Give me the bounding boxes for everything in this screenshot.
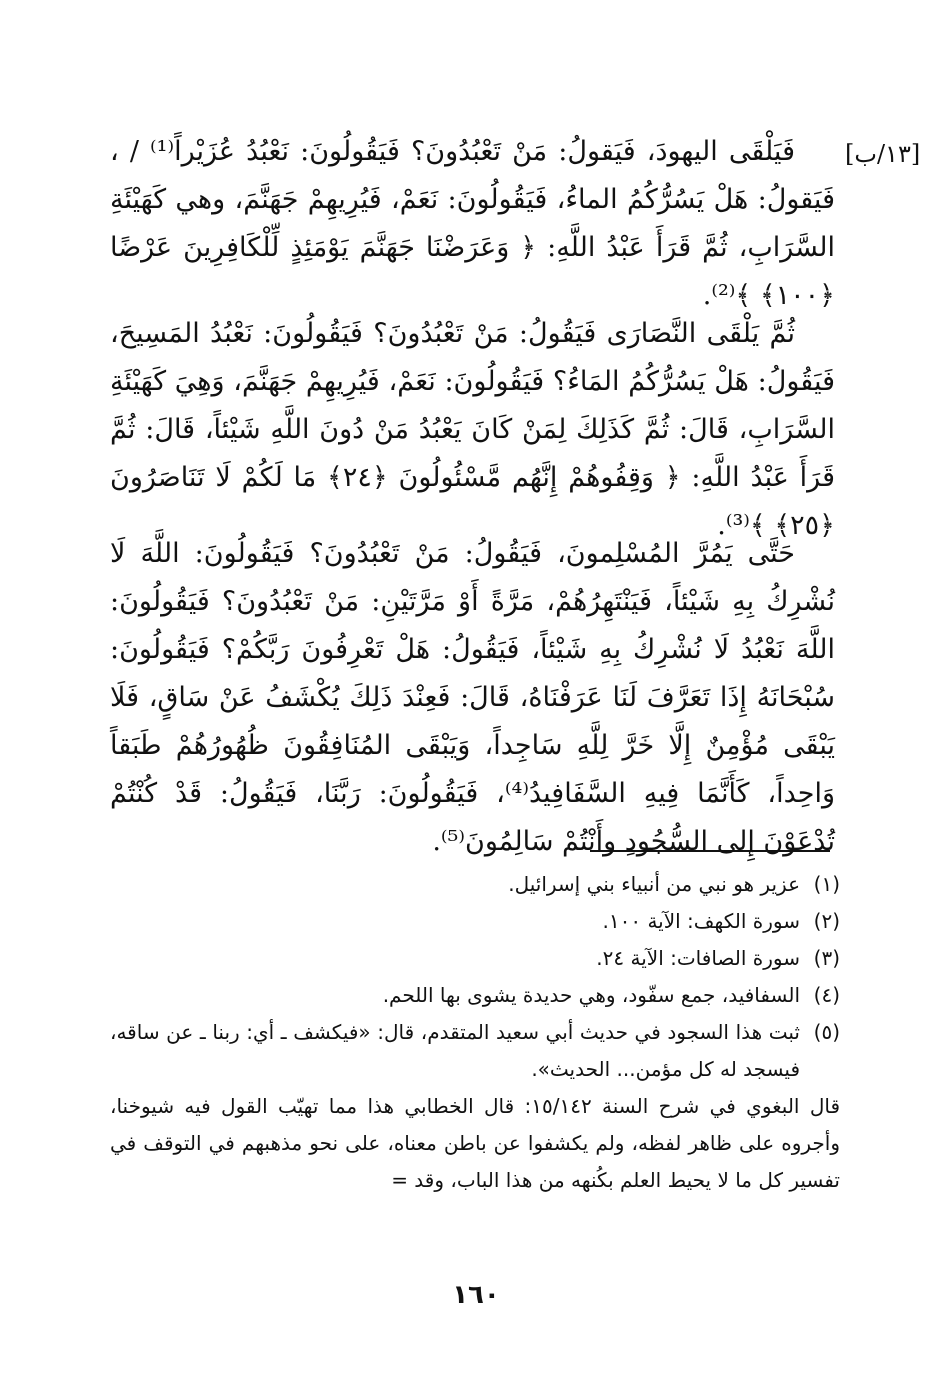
footnote-text: سورة الكهف: الآية ١٠٠.	[602, 909, 800, 933]
footnote-5	[110, 1014, 840, 1088]
footnote-2	[110, 903, 840, 940]
footnote-divider	[590, 850, 830, 852]
paragraph-text: ثُمَّ يَلْقَى النَّصَارَى فَيَقُولُ: مَنْ تَعْبُدُونَ؟ فَيَقُولُونَ: نَعْبُدُ المَسِيحَ، فَيَقُولُ: هَلْ يَسُرُّكُمُ المَاءُ؟ فَيَقُولُونَ: نَعَمْ، فَيُرِيهِمْ جَهَنَّمَ، وَهِيَ كَهَيْئَةِ السَّرَابِ، قَالَ: ثُمَّ كَذَلِكَ لِمَنْ كَانَ يَعْبُدُ مَنْ دُونَ اللَّهِ شَيْئاً، قَالَ: ثُمَّ قَرَأَ عَبْدُ اللَّهِ: ﴿ وَقِفُوهُمْ إِنَّهُم مَّسْئُولُونَ ﴿٢٤﴾ مَا لَكُمْ لَا تَنَاصَرُونَ ﴿٢٥﴾ ﴾⁽³⁾.	[110, 318, 835, 541]
footnote-number: (٤)	[813, 983, 840, 1007]
footnote-number: (٢)	[813, 909, 840, 933]
paragraph-text: حَتَّى يَمُرَّ المُسْلِمونَ، فَيَقُولُ: مَنْ تَعْبُدُونَ؟ فَيَقُولُونَ: اللَّهَ لَا نُشْرِكُ بِهِ شَيْئاً، فَيَنْتَهِرُهُمْ، مَرَّةً أَوْ مَرَّتَيْنِ: مَنْ تَعْبُدُونَ؟ فَيَقُولُونَ: اللَّهَ نَعْبُدُ لَا نُشْرِكُ بِهِ شَيْئاً، فَيَقُولُ: هَلْ تَعْرِفُونَ رَبَّكُمْ؟ فَيَقُولُونَ: سُبْحَانَهُ إِذَا تَعَرَّفَ لَنَا عَرَفْنَاهُ، قَالَ: فَعِنْدَ ذَلِكَ يُكْشَفُ عَنْ سَاقٍ، فَلَا يَبْقَى مُؤْمِنٌ إِلَّا خَرَّ لِلَّهِ سَاجِداً، وَيَبْقَى المُنَافِقُونَ ظُهُورُهُمْ طَبَقاً وَاحِداً، كَأَنَّمَا فِيهِ السَّفَافِيدُ⁽⁴⁾، فَيَقُولُونَ: رَبَّنَا، فَيَقُولُ: قَدْ كُنْتُمْ تُدْعَوْنَ إِلى السُّجُودِ وأَنْتُمْ سَالِمُونَ⁽⁵⁾.	[110, 538, 835, 857]
footnote-text: سورة الصافات: الآية ٢٤.	[596, 946, 800, 970]
page-number: ١٦٠	[452, 1280, 500, 1310]
manuscript-folio-reference: [١٣/ب]	[845, 140, 921, 168]
footnote-continuation: قال البغوي في شرح السنة ١٥/١٤٢: قال الخطابي هذا مما تهيّب القول فيه شيوخنا، وأجروه على ظاهر لفظه، ولم يكشفوا عن باطن معناه، على نحو مذهبهم في التوقف في تفسير كل ما لا يحيط العلم بكُنهه من هذا الباب، وقد =	[110, 1094, 840, 1192]
footnote-4	[110, 977, 840, 1014]
footnote-text: ثبت هذا السجود في حديث أبي سعيد المتقدم، قال: «فيكشف ـ أي: ربنا ـ عن ساقه، فيسجد له كل مؤمن... الحديث».	[110, 1020, 800, 1081]
main-paragraph-2	[110, 310, 835, 550]
footnote-1	[110, 866, 840, 903]
footnotes-section	[110, 866, 840, 1199]
footnote-number: (١)	[813, 872, 840, 896]
footnote-number: (٥)	[813, 1020, 840, 1044]
main-paragraph-1	[110, 128, 835, 320]
footnote-3	[110, 940, 840, 977]
footnote-text: السفافيد، جمع سفّود، وهي حديدة يشوى بها اللحم.	[382, 983, 800, 1007]
footnote-text: عزير هو نبي من أنبياء بني إسرائيل.	[508, 872, 800, 896]
paragraph-text: فَيَلْقَى اليهودَ، فَيَقولُ: مَنْ تَعْبُدُونَ؟ فَيَقُولُونَ: نَعْبُدُ عُزَيْراً⁽¹⁾ / ، فَيَقولُ: هَلْ يَسُرُّكُمُ الماءُ، فَيَقُولُونَ: نَعَمْ، فَيُرِيهِمْ جَهَنَّمَ، وهي كَهَيْئَةِ السَّرَابِ، ثُمَّ قَرَأَ عَبْدُ اللَّهِ: ﴿ وَعَرَضْنَا جَهَنَّمَ يَوْمَئِذٍ لِّلْكَافِرِينَ عَرْضًا ﴿١٠٠﴾ ﴾⁽²⁾.	[110, 136, 835, 311]
footnote-number: (٣)	[813, 946, 840, 970]
main-paragraph-3	[110, 530, 835, 866]
